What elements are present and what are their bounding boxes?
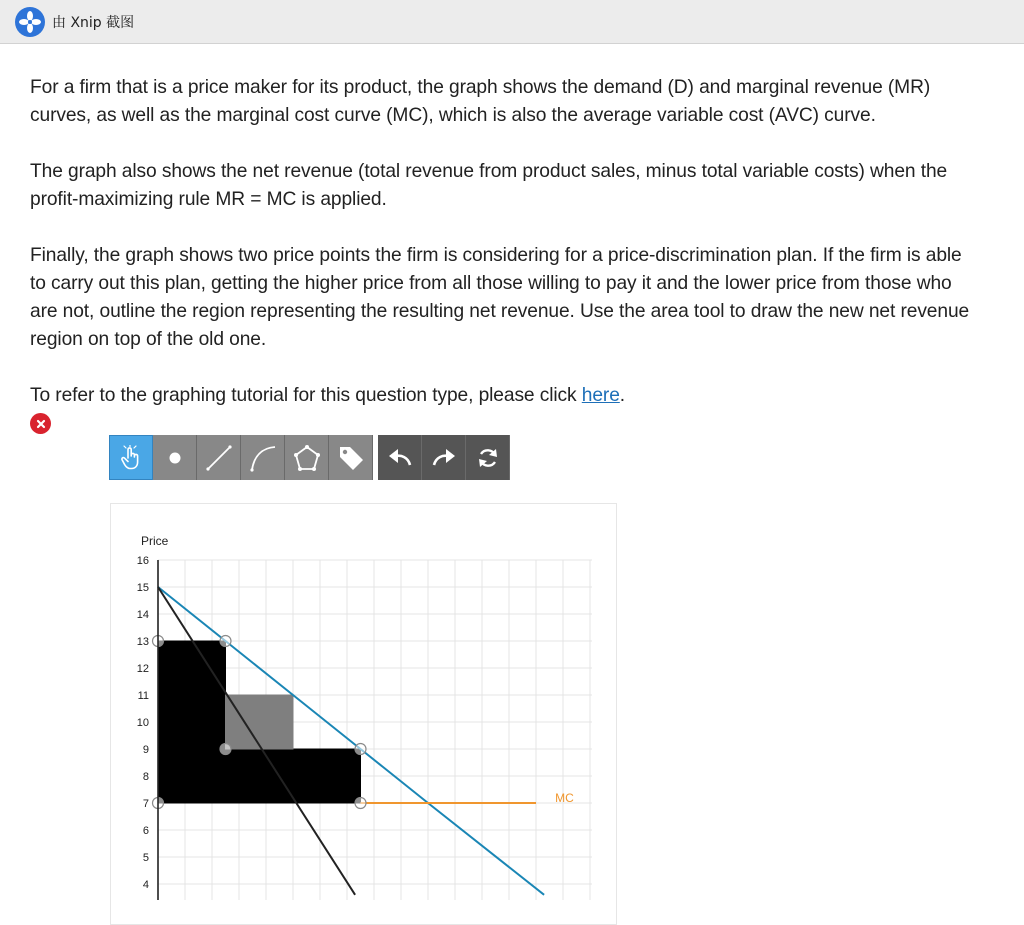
polygon-area-icon	[292, 443, 322, 473]
y-tick-label: 10	[136, 717, 149, 729]
area-tool[interactable]	[285, 435, 329, 480]
tutorial-text: To refer to the graphing tutorial for this question type, please click	[30, 385, 582, 406]
y-axis-label: Price	[141, 534, 169, 548]
y-tick-label: 4	[142, 879, 149, 891]
tutorial-end: .	[619, 385, 626, 406]
graph-toolbar	[109, 435, 510, 480]
window-title: 由 Xnip 截图	[52, 14, 135, 31]
y-tick-label: 15	[136, 582, 149, 594]
price-chart[interactable]	[111, 504, 616, 900]
window-titlebar	[0, 0, 1024, 44]
point-dot-icon	[168, 451, 182, 465]
y-tick-label: 16	[136, 555, 149, 567]
y-tick-label: 9	[142, 744, 149, 756]
question-content	[30, 74, 980, 438]
graph-panel[interactable]	[110, 503, 617, 925]
y-tick-label: 6	[142, 825, 149, 837]
y-tick-label: 14	[136, 609, 149, 621]
mc-curve-label: MC	[555, 791, 574, 805]
curve-tool[interactable]	[241, 435, 285, 480]
tutorial-link[interactable]: here	[581, 385, 620, 406]
redo-arrow-icon	[431, 446, 457, 470]
net-revenue-region	[226, 695, 294, 749]
undo-arrow-icon	[387, 446, 413, 470]
pointer-tool[interactable]	[109, 435, 153, 480]
price-point-low-region	[226, 749, 361, 803]
y-tick-label: 7	[142, 798, 149, 810]
reset-button[interactable]	[466, 435, 510, 480]
region-vertex-handle	[355, 744, 366, 755]
tutorial-line	[30, 382, 980, 410]
region-vertex-handle	[220, 636, 231, 647]
tag-icon	[337, 444, 365, 472]
question-paragraph-3: Finally, the graph shows two price points the firm is considering for a price-discrimination plan. If the firm is able to carry out this plan, getting the higher price from all those willing to pay it and the lower price from those who are not, outline the region representing the resulting net revenue. Use the area tool to draw the new net revenue region on top of the old one.	[30, 245, 970, 350]
y-tick-label: 8	[142, 771, 149, 783]
y-tick-label: 13	[136, 636, 149, 648]
hand-pointer-icon	[119, 445, 143, 471]
point-tool[interactable]	[153, 435, 197, 480]
xnip-scissors-icon	[15, 7, 45, 37]
line-segment-icon	[204, 443, 234, 473]
y-tick-label: 11	[137, 690, 149, 702]
line-tool[interactable]	[197, 435, 241, 480]
y-tick-label: 12	[136, 663, 149, 675]
label-tool[interactable]	[329, 435, 373, 480]
curve-icon	[248, 443, 278, 473]
reset-refresh-icon	[476, 446, 500, 470]
y-tick-label: 5	[142, 852, 149, 864]
redo-button[interactable]	[422, 435, 466, 480]
region-vertex-handle	[355, 798, 366, 809]
error-x-icon	[30, 413, 51, 434]
undo-button[interactable]	[378, 435, 422, 480]
question-paragraph-1: For a firm that is a price maker for its product, the graph shows the demand (D) and marginal revenue (MR) curves, as well as the marginal cost curve (MC), which is also the average variable cost (AVC) curve.	[30, 77, 931, 126]
region-vertex-handle	[220, 744, 231, 755]
question-paragraph-2: The graph also shows the net revenue (total revenue from product sales, minus total variable costs) when the profit-maximizing rule MR = MC is applied.	[30, 161, 948, 210]
price-point-high-region	[158, 641, 226, 803]
